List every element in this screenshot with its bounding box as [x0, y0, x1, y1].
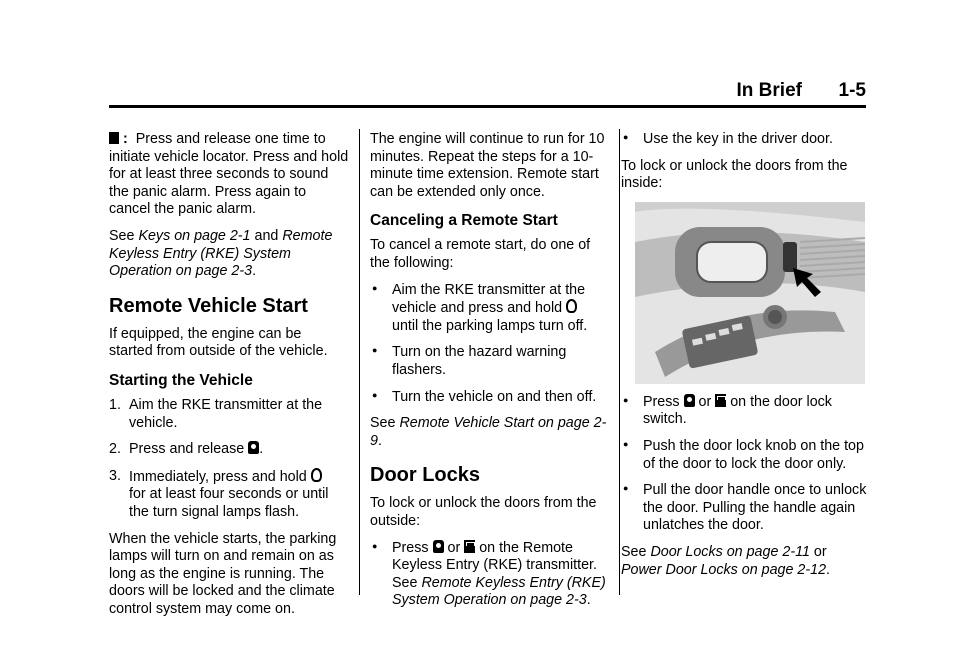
see-also-door-locks: [621, 544, 869, 579]
bullet-text: Turn on the hazard warning flashers.: [392, 344, 567, 378]
header-rule: [109, 105, 866, 108]
xref-rke[interactable]: Remote Keyless Entry (RKE) System Operation on page 2-3: [392, 574, 606, 609]
see-label: See: [621, 543, 647, 560]
list-item: [621, 394, 869, 429]
step-text: Aim the RKE transmitter at the vehicle.: [129, 396, 323, 431]
bullet-icon: ●: [623, 438, 629, 449]
list-item: [370, 389, 610, 407]
period: .: [377, 432, 382, 449]
step-number: 2.: [109, 441, 121, 458]
list-item: [621, 438, 869, 473]
bullet-icon: ●: [372, 389, 378, 400]
list-item: [370, 282, 610, 336]
bullet-text: Push the door lock knob on the top of the door to lock the door only.: [643, 437, 864, 472]
heading-door-locks: Door Locks: [370, 464, 481, 487]
symbol-colon: :: [122, 131, 128, 147]
see-label: See: [109, 227, 135, 244]
step-number: 1.: [109, 396, 121, 413]
xref-remote-start[interactable]: Remote Vehicle Start on page 2-9: [370, 415, 607, 449]
unlock-icon: [715, 394, 726, 407]
press-text: Press: [392, 539, 429, 556]
see-also-keys: [109, 228, 349, 281]
see-label: See: [370, 415, 396, 432]
page-header: [737, 80, 866, 102]
step-2: [109, 441, 349, 459]
bullet-text-cont: until the parking lamps turn off.: [392, 317, 588, 334]
bullet-text: Turn the vehicle on and then off.: [392, 388, 597, 405]
or-text: or: [813, 543, 827, 560]
vehicle-locator-icon: [109, 132, 119, 144]
heading-starting-vehicle: Starting the Vehicle: [109, 371, 253, 389]
vehicle-locator-text: Press and release one time to initiate vehicle locator. Press and hold for at least three seconds to sound the panic alarm. Press again to cancel the panic alarm.: [109, 131, 349, 218]
press-text: Press: [643, 393, 680, 410]
column-1: [109, 131, 349, 627]
column-3: [621, 131, 869, 588]
bullet-text: Pull the door handle once to unlock the door. Pulling the handle again unlatches the door.: [643, 482, 867, 534]
lock-icon: [684, 394, 695, 407]
vehicle-locator-paragraph: [109, 131, 349, 219]
bullet-icon: ●: [372, 540, 378, 551]
bullet-text: Use the key in the driver door.: [643, 131, 833, 147]
lock-icon: [433, 540, 444, 553]
or-text: or: [698, 393, 712, 410]
period: .: [252, 263, 257, 280]
heading-remote-vehicle-start: Remote Vehicle Start: [109, 294, 308, 317]
heading-canceling-remote-start: Canceling a Remote Start: [370, 212, 558, 230]
lock-icon: [248, 441, 259, 454]
column-divider-2: [619, 129, 620, 595]
outside-intro: To lock or unlock the doors from the outside:: [370, 495, 597, 529]
list-item: [621, 482, 869, 535]
see-label: See: [392, 574, 418, 591]
bullet-text: on the Remote Keyless Entry (RKE) transmitter.: [392, 539, 597, 574]
when-vehicle-starts: When the vehicle starts, the parking lamps will turn on and remain on as long as the engine is running. The doors will be locked and the climate control system may come on.: [109, 530, 337, 617]
column-divider-1: [359, 129, 360, 595]
page-number: 1-5: [838, 80, 866, 101]
bullet-icon: ●: [623, 394, 629, 405]
xref-keys[interactable]: Keys on page 2-1: [138, 227, 251, 244]
step-text: Press and release: [129, 441, 245, 458]
step-number: 3.: [109, 467, 121, 484]
step-3: [109, 468, 349, 522]
xref-door-locks[interactable]: Door Locks on page 2-11: [650, 543, 810, 560]
section-title: In Brief: [736, 80, 802, 101]
bullet-icon: ●: [623, 132, 629, 142]
list-item: [621, 131, 869, 149]
xref-power-door-locks[interactable]: Power Door Locks on page 2-12: [621, 561, 827, 578]
step-1: [109, 397, 349, 432]
list-item: [370, 344, 610, 379]
engine-continue-paragraph: The engine will continue to run for 10 minutes. Repeat the steps for a 10-minute time extension. Remote start can be extended only once.: [370, 131, 605, 200]
bullet-text: on the door lock switch.: [643, 393, 832, 428]
step-text-cont: for at least four seconds or until the turn signal lamps flash.: [129, 486, 329, 520]
period: .: [586, 592, 591, 609]
remote-start-icon: [566, 299, 577, 313]
bullet-icon: ●: [623, 483, 629, 494]
bullet-icon: ●: [372, 345, 378, 356]
unlock-icon: [464, 540, 475, 553]
or-text: or: [447, 539, 461, 556]
remote-start-intro: If equipped, the engine can be started from outside of the vehicle.: [109, 325, 328, 360]
cancel-intro: To cancel a remote start, do one of the following:: [370, 237, 591, 271]
xref-rke[interactable]: Remote Keyless Entry (RKE) System Operation on page 2-3: [109, 227, 333, 280]
list-item: [370, 540, 610, 610]
remote-start-icon: [311, 468, 322, 482]
step-text: Immediately, press and hold: [129, 468, 307, 485]
inside-intro: To lock or unlock the doors from the inside:: [621, 157, 848, 192]
bullet-icon: ●: [372, 282, 378, 293]
bullet-text: Aim the RKE transmitter at the vehicle and press and hold: [392, 281, 586, 317]
column-2: [370, 131, 610, 619]
period: .: [259, 441, 264, 458]
and-text: and: [254, 227, 279, 244]
see-also-remote-start: [370, 415, 610, 450]
period: .: [826, 561, 831, 578]
door-lock-switch-photo: [635, 202, 865, 384]
